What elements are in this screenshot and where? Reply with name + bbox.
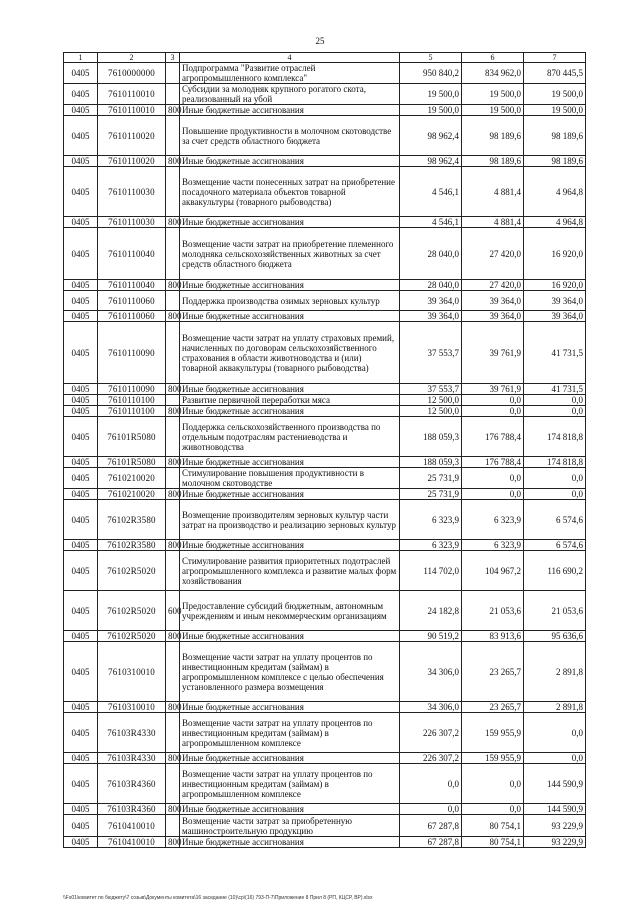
amount-year1-cell: 25 731,9: [400, 489, 462, 500]
target-article-cell: 76102R3580: [98, 540, 166, 551]
table-row: [64, 417, 586, 457]
table-row: [64, 551, 586, 591]
expense-type-cell: 800: [166, 457, 180, 468]
amount-year1-cell: 37 553,7: [400, 384, 462, 395]
table-row: [64, 228, 586, 280]
table-row: [64, 489, 586, 500]
target-article-cell: 7610210020: [98, 489, 166, 500]
amount-year3-cell: 93 229,9: [524, 815, 586, 837]
expense-type-cell: [166, 764, 180, 804]
table-row: [64, 395, 586, 406]
table-row: [64, 167, 586, 217]
amount-year1-cell: 28 040,0: [400, 228, 462, 280]
section-code-cell: 0405: [64, 322, 98, 384]
column-header-3: 3: [166, 53, 180, 63]
amount-year2-cell: 39 364,0: [462, 311, 524, 322]
amount-year1-cell: 4 546,1: [400, 167, 462, 217]
expense-type-cell: 800: [166, 702, 180, 713]
section-code-cell: 0405: [64, 837, 98, 848]
table-row: [64, 291, 586, 311]
item-name-cell: Возмещение части затрат на уплату процентов по инвестиционным кредитам (займам) в агропромышленном комплексе с целью обеспечения установленного размера возмещения: [180, 642, 400, 702]
amount-year1-cell: 67 287,8: [400, 837, 462, 848]
section-code-cell: 0405: [64, 457, 98, 468]
amount-year1-cell: 98 962,4: [400, 156, 462, 167]
table-row: [64, 384, 586, 395]
amount-year1-cell: 19 500,0: [400, 84, 462, 105]
column-number-header: [64, 53, 586, 63]
amount-year3-cell: 144 590,9: [524, 804, 586, 815]
expense-type-cell: 800: [166, 105, 180, 116]
target-article-cell: 7610310010: [98, 642, 166, 702]
target-article-cell: 76103R4330: [98, 753, 166, 764]
amount-year3-cell: 6 574,6: [524, 500, 586, 540]
file-path-footer: \\Fs01\комитет по бюджету\7 созыв\Документы комитета\16 заседание (10)\ср\(16) 793-П-7\Приложение 8 Прил 8 (РП, КЦСР, ВР).xlsx: [63, 895, 373, 901]
amount-year3-cell: 16 920,0: [524, 228, 586, 280]
amount-year1-cell: 226 307,2: [400, 713, 462, 753]
item-name-cell: Развитие первичной переработки мяса: [180, 395, 400, 406]
target-article-cell: 76101R5080: [98, 457, 166, 468]
section-code-cell: 0405: [64, 384, 98, 395]
amount-year2-cell: 80 754,1: [462, 837, 524, 848]
expense-type-cell: 800: [166, 489, 180, 500]
target-article-cell: 7610110090: [98, 322, 166, 384]
amount-year2-cell: 0,0: [462, 489, 524, 500]
amount-year2-cell: 834 962,0: [462, 63, 524, 84]
table-row: [64, 804, 586, 815]
section-code-cell: 0405: [64, 116, 98, 156]
amount-year1-cell: 0,0: [400, 764, 462, 804]
amount-year3-cell: 4 964,8: [524, 217, 586, 228]
expense-type-cell: [166, 417, 180, 457]
section-code-cell: 0405: [64, 631, 98, 642]
item-name-cell: Иные бюджетные ассигнования: [180, 837, 400, 848]
item-name-cell: Иные бюджетные ассигнования: [180, 217, 400, 228]
target-article-cell: 7610110030: [98, 167, 166, 217]
item-name-cell: Иные бюджетные ассигнования: [180, 702, 400, 713]
amount-year3-cell: 41 731,5: [524, 322, 586, 384]
item-name-cell: Иные бюджетные ассигнования: [180, 311, 400, 322]
expense-type-cell: [166, 322, 180, 384]
amount-year3-cell: 4 964,8: [524, 167, 586, 217]
amount-year1-cell: 114 702,0: [400, 551, 462, 591]
item-name-cell: Подпрограмма "Развитие отраслей агропромышленного комплекса": [180, 63, 400, 84]
target-article-cell: 7610410010: [98, 815, 166, 837]
amount-year1-cell: 34 306,0: [400, 702, 462, 713]
table-row: [64, 322, 586, 384]
amount-year3-cell: 174 818,8: [524, 457, 586, 468]
amount-year2-cell: 27 420,0: [462, 280, 524, 291]
section-code-cell: 0405: [64, 702, 98, 713]
table-row: [64, 642, 586, 702]
item-name-cell: Иные бюджетные ассигнования: [180, 105, 400, 116]
amount-year3-cell: 16 920,0: [524, 280, 586, 291]
target-article-cell: 76102R3580: [98, 500, 166, 540]
amount-year1-cell: 188 059,3: [400, 457, 462, 468]
expense-type-cell: 800: [166, 753, 180, 764]
target-article-cell: 7610110090: [98, 384, 166, 395]
table-row: [64, 105, 586, 116]
target-article-cell: 7610110060: [98, 311, 166, 322]
target-article-cell: 7610000000: [98, 63, 166, 84]
amount-year1-cell: 4 546,1: [400, 217, 462, 228]
amount-year2-cell: 23 265,7: [462, 642, 524, 702]
item-name-cell: Иные бюджетные ассигнования: [180, 384, 400, 395]
amount-year3-cell: 6 574,6: [524, 540, 586, 551]
target-article-cell: 76102R5020: [98, 631, 166, 642]
amount-year2-cell: 0,0: [462, 804, 524, 815]
table-row: [64, 713, 586, 753]
item-name-cell: Иные бюджетные ассигнования: [180, 280, 400, 291]
table-row: [64, 311, 586, 322]
table-row: [64, 591, 586, 631]
amount-year3-cell: 41 731,5: [524, 384, 586, 395]
amount-year1-cell: 39 364,0: [400, 291, 462, 311]
amount-year3-cell: 93 229,9: [524, 837, 586, 848]
section-code-cell: 0405: [64, 63, 98, 84]
item-name-cell: Возмещение части затрат на уплату процентов по инвестиционным кредитам (займам) в агропромышленном комплексе: [180, 764, 400, 804]
expense-type-cell: [166, 642, 180, 702]
section-code-cell: 0405: [64, 713, 98, 753]
item-name-cell: Возмещение части понесенных затрат на приобретение посадочного материала объектов товарной аквакультуры (товарного рыбоводства): [180, 167, 400, 217]
amount-year3-cell: 870 445,5: [524, 63, 586, 84]
amount-year2-cell: 159 955,9: [462, 713, 524, 753]
expense-type-cell: 800: [166, 631, 180, 642]
expense-type-cell: [166, 167, 180, 217]
amount-year2-cell: 39 761,9: [462, 322, 524, 384]
amount-year2-cell: 23 265,7: [462, 702, 524, 713]
target-article-cell: 7610110010: [98, 84, 166, 105]
amount-year3-cell: 144 590,9: [524, 764, 586, 804]
item-name-cell: Поддержка производства озимых зерновых культур: [180, 291, 400, 311]
table-row: [64, 406, 586, 417]
amount-year1-cell: 67 287,8: [400, 815, 462, 837]
item-name-cell: Возмещение производителям зерновых культур части затрат на производство и реализацию зерновых культур: [180, 500, 400, 540]
amount-year1-cell: 24 182,8: [400, 591, 462, 631]
item-name-cell: Иные бюджетные ассигнования: [180, 156, 400, 167]
target-article-cell: 76103R4360: [98, 764, 166, 804]
expense-type-cell: [166, 116, 180, 156]
section-code-cell: 0405: [64, 540, 98, 551]
table-row: [64, 500, 586, 540]
amount-year3-cell: 0,0: [524, 489, 586, 500]
column-header-6: 6: [462, 53, 524, 63]
budget-table: [63, 52, 586, 848]
page-number: 25: [315, 36, 325, 46]
expense-type-cell: [166, 551, 180, 591]
section-code-cell: 0405: [64, 395, 98, 406]
target-article-cell: 7610410010: [98, 837, 166, 848]
amount-year1-cell: 25 731,9: [400, 468, 462, 489]
section-code-cell: 0405: [64, 591, 98, 631]
expense-type-cell: [166, 395, 180, 406]
amount-year3-cell: 19 500,0: [524, 84, 586, 105]
amount-year3-cell: 95 636,6: [524, 631, 586, 642]
table-row: [64, 116, 586, 156]
amount-year1-cell: 6 323,9: [400, 540, 462, 551]
section-code-cell: 0405: [64, 105, 98, 116]
item-name-cell: Иные бюджетные ассигнования: [180, 540, 400, 551]
column-header-5: 5: [400, 53, 462, 63]
target-article-cell: 76101R5080: [98, 417, 166, 457]
item-name-cell: Стимулирование повышения продуктивности в молочном скотоводстве: [180, 468, 400, 489]
item-name-cell: Поддержка сельскохозяйственного производства по отдельным подотраслям растениеводства и животноводства: [180, 417, 400, 457]
amount-year1-cell: 37 553,7: [400, 322, 462, 384]
table-row: [64, 837, 586, 848]
item-name-cell: Иные бюджетные ассигнования: [180, 457, 400, 468]
column-header-4: 4: [180, 53, 400, 63]
amount-year3-cell: 98 189,6: [524, 156, 586, 167]
item-name-cell: Иные бюджетные ассигнования: [180, 753, 400, 764]
section-code-cell: 0405: [64, 156, 98, 167]
table-row: [64, 702, 586, 713]
amount-year2-cell: 80 754,1: [462, 815, 524, 837]
amount-year2-cell: 27 420,0: [462, 228, 524, 280]
target-article-cell: 7610310010: [98, 702, 166, 713]
amount-year1-cell: 226 307,2: [400, 753, 462, 764]
amount-year3-cell: 0,0: [524, 468, 586, 489]
expense-type-cell: [166, 228, 180, 280]
amount-year1-cell: 39 364,0: [400, 311, 462, 322]
amount-year3-cell: 2 891,8: [524, 702, 586, 713]
target-article-cell: 7610210020: [98, 468, 166, 489]
item-name-cell: Возмещение части затрат на уплату процентов по инвестиционным кредитам (займам) в агропромышленном комплексе: [180, 713, 400, 753]
expense-type-cell: [166, 713, 180, 753]
section-code-cell: 0405: [64, 291, 98, 311]
expense-type-cell: 800: [166, 540, 180, 551]
amount-year3-cell: 0,0: [524, 713, 586, 753]
section-code-cell: 0405: [64, 500, 98, 540]
section-code-cell: 0405: [64, 468, 98, 489]
amount-year2-cell: 6 323,9: [462, 540, 524, 551]
section-code-cell: 0405: [64, 804, 98, 815]
section-code-cell: 0405: [64, 280, 98, 291]
amount-year2-cell: 4 881,4: [462, 217, 524, 228]
target-article-cell: 76103R4360: [98, 804, 166, 815]
expense-type-cell: [166, 84, 180, 105]
amount-year2-cell: 39 364,0: [462, 291, 524, 311]
column-header-1: 1: [64, 53, 98, 63]
amount-year2-cell: 21 053,6: [462, 591, 524, 631]
item-name-cell: Предоставление субсидий бюджетным, автономным учреждениям и иным некоммерческим организациям: [180, 591, 400, 631]
target-article-cell: 76102R5020: [98, 551, 166, 591]
item-name-cell: Возмещение части затрат на уплату страховых премий, начисленных по договорам сельскохозяйственного страхования в области животноводства и (или) товарной аквакультуры (товарного рыбоводства): [180, 322, 400, 384]
section-code-cell: 0405: [64, 406, 98, 417]
table-row: [64, 540, 586, 551]
item-name-cell: Иные бюджетные ассигнования: [180, 406, 400, 417]
amount-year1-cell: 6 323,9: [400, 500, 462, 540]
amount-year2-cell: 19 500,0: [462, 105, 524, 116]
item-name-cell: Стимулирование развития приоритетных подотраслей агропромышленного комплекса и развитие малых форм хозяйствования: [180, 551, 400, 591]
table-row: [64, 631, 586, 642]
table-row: [64, 468, 586, 489]
amount-year2-cell: 104 967,2: [462, 551, 524, 591]
table-row: [64, 764, 586, 804]
column-header-7: 7: [524, 53, 586, 63]
amount-year2-cell: 19 500,0: [462, 84, 524, 105]
section-code-cell: 0405: [64, 167, 98, 217]
section-code-cell: 0405: [64, 217, 98, 228]
expense-type-cell: 800: [166, 384, 180, 395]
amount-year1-cell: 28 040,0: [400, 280, 462, 291]
target-article-cell: 7610110040: [98, 228, 166, 280]
amount-year2-cell: 39 761,9: [462, 384, 524, 395]
item-name-cell: Иные бюджетные ассигнования: [180, 631, 400, 642]
section-code-cell: 0405: [64, 311, 98, 322]
column-header-2: 2: [98, 53, 166, 63]
expense-type-cell: 800: [166, 280, 180, 291]
amount-year1-cell: 98 962,4: [400, 116, 462, 156]
amount-year3-cell: 174 818,8: [524, 417, 586, 457]
section-code-cell: 0405: [64, 753, 98, 764]
amount-year1-cell: 19 500,0: [400, 105, 462, 116]
table-row: [64, 156, 586, 167]
item-name-cell: Возмещение части затрат на приобретение племенного молодняка сельскохозяйственных животных за счет средств областного бюджета: [180, 228, 400, 280]
amount-year2-cell: 0,0: [462, 406, 524, 417]
table-row: [64, 63, 586, 84]
section-code-cell: 0405: [64, 417, 98, 457]
amount-year2-cell: 83 913,6: [462, 631, 524, 642]
section-code-cell: 0405: [64, 764, 98, 804]
amount-year3-cell: 0,0: [524, 753, 586, 764]
amount-year1-cell: 950 840,2: [400, 63, 462, 84]
expense-type-cell: [166, 291, 180, 311]
amount-year2-cell: 98 189,6: [462, 156, 524, 167]
amount-year3-cell: 2 891,8: [524, 642, 586, 702]
amount-year1-cell: 188 059,3: [400, 417, 462, 457]
amount-year3-cell: 116 690,2: [524, 551, 586, 591]
table-row: [64, 753, 586, 764]
amount-year3-cell: 21 053,6: [524, 591, 586, 631]
amount-year1-cell: 34 306,0: [400, 642, 462, 702]
section-code-cell: 0405: [64, 815, 98, 837]
amount-year1-cell: 12 500,0: [400, 406, 462, 417]
amount-year2-cell: 98 189,6: [462, 116, 524, 156]
section-code-cell: 0405: [64, 84, 98, 105]
item-name-cell: Субсидии за молодняк крупного рогатого скота, реализованный на убой: [180, 84, 400, 105]
target-article-cell: 7610110030: [98, 217, 166, 228]
target-article-cell: 7610110040: [98, 280, 166, 291]
expense-type-cell: 800: [166, 837, 180, 848]
table-row: [64, 280, 586, 291]
amount-year2-cell: 0,0: [462, 468, 524, 489]
amount-year1-cell: 0,0: [400, 804, 462, 815]
amount-year3-cell: 98 189,6: [524, 116, 586, 156]
item-name-cell: Повышение продуктивности в молочном скотоводстве за счет средств областного бюджета: [180, 116, 400, 156]
amount-year3-cell: 39 364,0: [524, 291, 586, 311]
amount-year3-cell: 0,0: [524, 395, 586, 406]
amount-year3-cell: 0,0: [524, 406, 586, 417]
item-name-cell: Иные бюджетные ассигнования: [180, 804, 400, 815]
item-name-cell: Возмещение части затрат за приобретенную машиностроительную продукцию: [180, 815, 400, 837]
amount-year2-cell: 0,0: [462, 764, 524, 804]
target-article-cell: 7610110100: [98, 395, 166, 406]
table-row: [64, 84, 586, 105]
target-article-cell: 7610110020: [98, 116, 166, 156]
amount-year2-cell: 159 955,9: [462, 753, 524, 764]
table-row: [64, 457, 586, 468]
target-article-cell: 7610110100: [98, 406, 166, 417]
amount-year2-cell: 176 788,4: [462, 417, 524, 457]
section-code-cell: 0405: [64, 228, 98, 280]
expense-type-cell: 600: [166, 591, 180, 631]
table-row: [64, 815, 586, 837]
expense-type-cell: 800: [166, 804, 180, 815]
target-article-cell: 76103R4330: [98, 713, 166, 753]
expense-type-cell: 800: [166, 406, 180, 417]
section-code-cell: 0405: [64, 551, 98, 591]
target-article-cell: 7610110010: [98, 105, 166, 116]
amount-year2-cell: 176 788,4: [462, 457, 524, 468]
amount-year3-cell: 39 364,0: [524, 311, 586, 322]
section-code-cell: 0405: [64, 642, 98, 702]
expense-type-cell: [166, 500, 180, 540]
amount-year2-cell: 0,0: [462, 395, 524, 406]
target-article-cell: 76102R5020: [98, 591, 166, 631]
expense-type-cell: [166, 63, 180, 84]
amount-year1-cell: 12 500,0: [400, 395, 462, 406]
amount-year2-cell: 4 881,4: [462, 167, 524, 217]
amount-year1-cell: 90 519,2: [400, 631, 462, 642]
section-code-cell: 0405: [64, 489, 98, 500]
amount-year3-cell: 19 500,0: [524, 105, 586, 116]
table-row: [64, 217, 586, 228]
expense-type-cell: 800: [166, 311, 180, 322]
target-article-cell: 7610110060: [98, 291, 166, 311]
expense-type-cell: 800: [166, 156, 180, 167]
item-name-cell: Иные бюджетные ассигнования: [180, 489, 400, 500]
target-article-cell: 7610110020: [98, 156, 166, 167]
expense-type-cell: 800: [166, 217, 180, 228]
expense-type-cell: [166, 815, 180, 837]
expense-type-cell: [166, 468, 180, 489]
amount-year2-cell: 6 323,9: [462, 500, 524, 540]
